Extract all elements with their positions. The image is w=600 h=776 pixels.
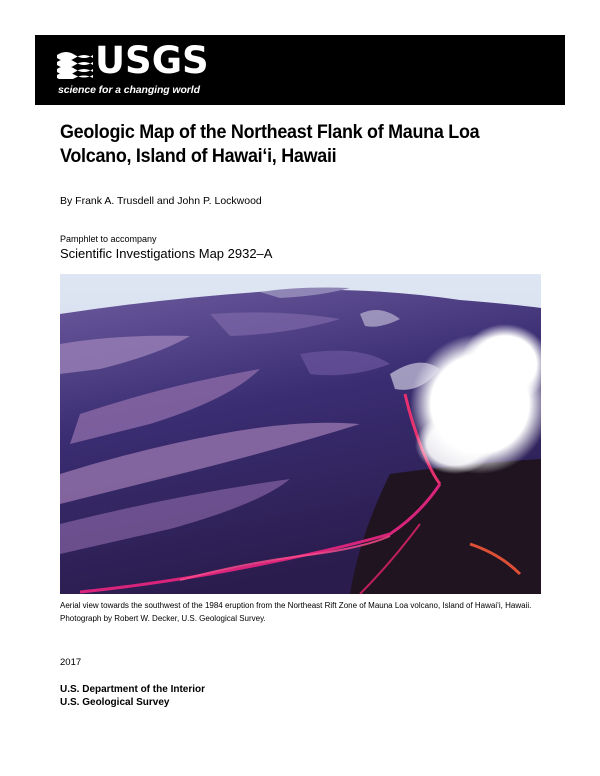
series-name: Scientific Investigations Map 2932–A bbox=[60, 246, 273, 261]
document-title bbox=[60, 120, 520, 168]
agency-line-2: U.S. Geological Survey bbox=[60, 697, 170, 708]
usgs-wave-icon bbox=[57, 47, 93, 79]
cover-photo-volcano bbox=[60, 274, 541, 594]
agency-block bbox=[60, 683, 205, 709]
title-line-2: Volcano, Island of Hawai‘i, Hawaii bbox=[60, 145, 337, 167]
usgs-logo-text: USGS bbox=[95, 39, 209, 82]
usgs-logo[interactable] bbox=[57, 39, 227, 97]
agency-line-1: U.S. Department of the Interior bbox=[60, 684, 206, 695]
title-line-1: Geologic Map of the Northeast Flank of Mauna Loa bbox=[60, 121, 480, 143]
authors: By Frank A. Trusdell and John P. Lockwood bbox=[60, 195, 262, 207]
publication-year: 2017 bbox=[60, 657, 82, 668]
pamphlet-label: Pamphlet to accompany bbox=[60, 234, 157, 244]
usgs-tagline: science for a changing world bbox=[58, 84, 200, 96]
usgs-header-band bbox=[35, 35, 565, 105]
volcano-photo-illustration bbox=[60, 274, 541, 594]
photo-caption: Aerial view towards the southwest of the 1984 eruption from the Northeast Rift Zone of Mauna Loa volcano, Island of Hawai‘i, Hawaii. Photograph by Robert W. Decker, U.S. Geological Survey. bbox=[60, 601, 532, 623]
